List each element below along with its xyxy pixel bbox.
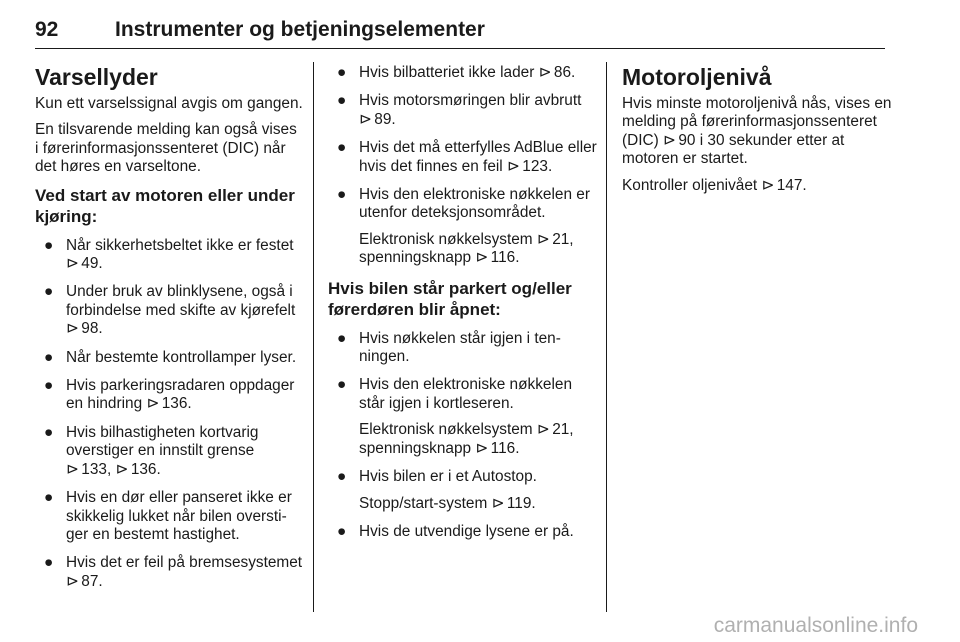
list-item: ● Når bestemte kontrollamper lyser. [44,348,297,366]
bullet-icon: ● [337,92,347,110]
bullet-icon: ● [337,64,347,81]
subheading-start-driving: Ved start av motoren eller under kjøring: [35,185,295,226]
list-item: ● Hvis de utvendige lysene er på. [337,522,574,540]
page-ref-icon[interactable]: ⊳ [536,421,550,439]
bullet-icon: ● [337,468,347,486]
page-ref-icon[interactable]: ⊳ [507,157,520,175]
column-1 [35,64,303,601]
bullet-list [35,237,303,592]
list-item: ● Hvis en dør eller panseret ikke er skikkelig lukket når bilen overstiger en bestemt hastighet. [44,489,292,543]
bullet-icon: ● [44,348,54,366]
bullet-icon: ● [44,554,54,572]
paragraph: En tilsvarende melding kan også vises i førerinformasjonssenteret (DIC) når det høres en varseltone. [35,121,297,176]
page-ref-icon[interactable]: ⊳ [663,131,676,149]
bullet-icon: ● [337,376,347,394]
page-ref-icon[interactable]: ⊳ [536,230,550,248]
cross-reference: Elektronisk nøkkelsystem ⊳ 21, spenningsknapp ⊳ 116. [359,421,574,457]
bullet-icon: ● [44,489,54,507]
list-item: ● Hvis den elektroniske nøkkelen står igjen i kortleseren. Elektronisk nøkkelsystem ⊳ 21, spenningsknapp ⊳ 116. [328,376,598,458]
bullet-icon: ● [337,186,347,204]
page-number: 92 [35,18,59,41]
page-ref-icon[interactable]: ⊳ [66,460,79,478]
cross-reference: Stopp/start-system ⊳ 119. [359,494,536,512]
page-ref-icon[interactable]: ⊳ [66,255,79,273]
page-ref-icon[interactable]: ⊳ [66,572,79,590]
page-header [35,18,885,50]
list-item: ● Når sikkerhetsbeltet ikke er festet ⊳ 49. [44,236,294,273]
bullet-icon: ● [337,522,347,540]
bullet-icon: ● [337,329,347,347]
page-ref-icon[interactable]: ⊳ [475,439,489,457]
paragraph: Hvis minste motoroljenivå nås, vises en melding på førerinformasjonssenteret (DIC) ⊳ 90 i 30 sekunder etter at motoren er startet. [622,95,892,168]
page-ref-icon[interactable]: ⊳ [146,395,160,413]
column-2 [328,64,598,551]
list-item: ● Under bruk av blinklysene, også i forbindelse med skifte av kjørefelt ⊳ 98. [44,283,296,338]
bullet-icon: ● [44,236,54,254]
page-title: Instrumenter og betjeningselementer [115,18,485,41]
list-item: ● Hvis motorsmøringen blir avbrutt ⊳ 89. [337,92,582,128]
column-divider [313,62,314,612]
page-ref-icon[interactable]: ⊳ [761,176,775,194]
bullet-icon: ● [44,283,54,301]
section-heading-varsellyder: Varsellyder [35,64,158,90]
list-item: ● Hvis det er feil på bremsesystemet ⊳ 87. [44,554,303,590]
list-item: ● Hvis det må etterfylles AdBlue eller hvis det finnes en feil ⊳ 123. [337,139,597,175]
list-item: ● Hvis bilhastigheten kortvarig overstiger en innstilt grense ⊳ 133, ⊳ 136. [44,423,259,478]
list-item: ● Hvis nøkkelen står igjen i tenningen. [337,329,561,366]
page-ref-icon[interactable]: ⊳ [66,320,79,338]
page-ref-icon[interactable]: ⊳ [475,249,489,267]
watermark: carmanualsonline.info [713,614,918,637]
cross-reference: Elektronisk nøkkelsystem ⊳ 21, spenningsknapp ⊳ 116. [359,230,574,267]
page-ref-icon[interactable]: ⊳ [115,460,129,478]
bullet-list [328,64,598,268]
section-heading-motoroljeniva: Motoroljenivå [622,64,772,90]
list-item: ● Hvis bilen er i et Autostop. Stopp/start-system ⊳ 119. [328,468,598,513]
bullet-icon: ● [44,423,54,441]
subheading-parked: Hvis bilen står parkert og/eller førerdøren blir åpnet: [328,278,572,319]
column-3 [622,64,894,203]
page-ref-icon[interactable]: ⊳ [359,110,372,128]
bullet-icon: ● [44,377,54,395]
list-item: ● Hvis den elektroniske nøkkelen er utenfor deteksjonsområdet. Elektronisk nøkkelsystem ⊳ 21, spenningsknapp ⊳ 116. [328,186,598,268]
bullet-icon: ● [337,139,347,157]
column-divider [606,62,607,612]
header-divider [35,48,885,49]
list-item: ● Hvis bilbatteriet ikke lader ⊳ 86. [337,64,576,81]
paragraph: Kontroller oljenivået ⊳ 147. [622,176,807,194]
paragraph: Kun ett varselssignal avgis om gangen. [35,95,303,112]
bullet-list [328,330,598,542]
list-item: ● Hvis parkeringsradaren oppdager en hindring ⊳ 136. [44,377,295,413]
page-ref-icon[interactable]: ⊳ [491,494,505,512]
page-ref-icon[interactable]: ⊳ [538,64,552,81]
